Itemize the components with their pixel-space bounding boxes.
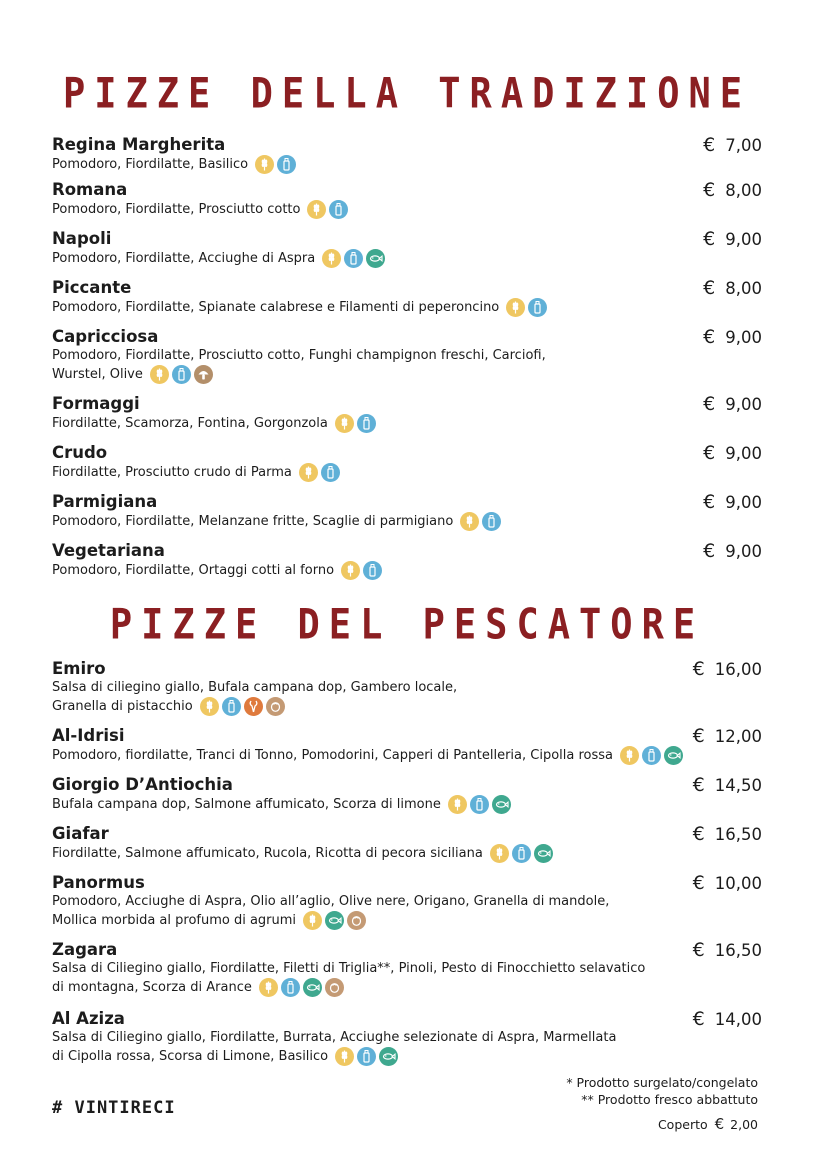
price-value: 9,00 (725, 328, 762, 347)
currency-symbol: € (703, 393, 716, 415)
currency-symbol: € (703, 179, 716, 201)
coperto-price: 2,00 (730, 1117, 758, 1132)
dairy-icon (482, 512, 501, 531)
allergen-icons (487, 844, 553, 863)
dairy-icon (528, 298, 547, 317)
currency-symbol: € (692, 725, 705, 747)
pizza-price (693, 873, 762, 894)
ingredients-text: Pomodoro, Fiordilatte, Spianate calabrese e Filamenti di peperoncino (52, 300, 500, 315)
pizza-ingredients (52, 347, 762, 365)
menu-item (52, 135, 762, 174)
allergen-icons (304, 200, 348, 219)
menu-item (52, 726, 762, 765)
allergen-icons (445, 795, 511, 814)
price-value: 16,00 (714, 660, 762, 679)
price-value: 9,00 (725, 395, 762, 414)
ingredients-text: Salsa di Ciliegino giallo, Fiordilatte, Filetti di Triglia**, Pinoli, Pesto di Finocchietto selavatico (52, 961, 646, 976)
gluten-icon (303, 911, 322, 930)
menu-item (52, 940, 762, 997)
gluten-icon (620, 746, 639, 765)
ingredients-text: Fiordilatte, Scamorza, Fontina, Gorgonzola (52, 416, 328, 431)
pizza-ingredients (52, 561, 762, 580)
pizza-ingredients (52, 978, 762, 997)
pizza-ingredients (52, 795, 762, 814)
ingredients-text: Salsa di Ciliegino giallo, Fiordilatte, Burrata, Acciughe selezionate di Aspra, Marmellata (52, 1030, 617, 1045)
gluten-icon (150, 365, 169, 384)
dairy-icon (470, 795, 489, 814)
dairy-icon (172, 365, 191, 384)
currency-symbol: € (703, 326, 716, 348)
pizza-price (693, 659, 762, 680)
menu-item (52, 443, 762, 482)
menu-item (52, 873, 762, 930)
pizza-name: Piccante (52, 278, 132, 297)
pizza-price (703, 327, 762, 348)
nuts-icon (266, 697, 285, 716)
menu-item (52, 541, 762, 580)
ingredients-text: Wurstel, Olive (52, 367, 143, 382)
pizza-price (703, 492, 762, 513)
menu-item (52, 659, 762, 716)
pizza-ingredients (52, 844, 762, 863)
section-title-pescatore: PIZZE DEL PESCATORE (109, 600, 705, 649)
dairy-icon (329, 200, 348, 219)
allergen-icons (338, 561, 382, 580)
fish-icon (492, 795, 511, 814)
pizza-price (693, 726, 762, 747)
allergen-icons (332, 414, 376, 433)
currency-symbol: € (692, 939, 705, 961)
pizza-price (693, 824, 762, 845)
ingredients-text: Pomodoro, Fiordilatte, Prosciutto cotto (52, 202, 301, 217)
pizza-name: Emiro (52, 659, 106, 678)
pizza-ingredients (52, 463, 762, 482)
pizza-name: Capricciosa (52, 327, 159, 346)
section-title-tradizione: PIZZE DELLA TRADIZIONE (62, 69, 752, 118)
pizza-name: Formaggi (52, 394, 140, 413)
currency-symbol: € (703, 228, 716, 250)
currency-symbol: € (692, 1008, 705, 1030)
coperto-currency: € (714, 1115, 725, 1133)
menu-item (52, 278, 762, 317)
pizza-name: Vegetariana (52, 541, 165, 560)
price-value: 14,00 (714, 1010, 762, 1029)
fish-icon (664, 746, 683, 765)
pizza-name: Parmigiana (52, 492, 158, 511)
gluten-icon (255, 155, 274, 174)
pizza-name: Al-Idrisi (52, 726, 125, 745)
ingredients-text: di montagna, Scorza di Arance (52, 980, 252, 995)
allergen-icons (147, 365, 213, 384)
currency-symbol: € (692, 774, 705, 796)
currency-symbol: € (703, 540, 716, 562)
fish-icon (303, 978, 322, 997)
nuts-icon (347, 911, 366, 930)
allergen-icons (256, 978, 344, 997)
pizza-ingredients (52, 155, 762, 174)
pizza-price (703, 278, 762, 299)
fish-icon (366, 249, 385, 268)
ingredients-text: Pomodoro, Fiordilatte, Basilico (52, 157, 249, 172)
pizza-name: Giorgio D’Antiochia (52, 775, 233, 794)
allergen-icons (617, 746, 683, 765)
pizza-name: Giafar (52, 824, 109, 843)
pizza-ingredients (52, 960, 762, 978)
gluten-icon (307, 200, 326, 219)
pizza-name: Crudo (52, 443, 108, 462)
price-value: 9,00 (725, 230, 762, 249)
gluten-icon (448, 795, 467, 814)
currency-symbol: € (703, 491, 716, 513)
ingredients-text: Fiordilatte, Prosciutto crudo di Parma (52, 465, 292, 480)
gluten-icon (490, 844, 509, 863)
price-value: 16,50 (714, 941, 762, 960)
pizza-price (703, 135, 762, 156)
pizza-ingredients (52, 298, 762, 317)
allergen-icons (319, 249, 385, 268)
pizza-name: Al Aziza (52, 1009, 125, 1028)
ingredients-text: Salsa di ciliegino giallo, Bufala campana dop, Gambero locale, (52, 680, 458, 695)
ingredients-text: Pomodoro, Fiordilatte, Melanzane fritte, Scaglie di parmigiano (52, 514, 454, 529)
ingredients-text: Pomodoro, fiordilatte, Tranci di Tonno, Pomodorini, Capperi di Pantelleria, Cipolla rossa (52, 748, 613, 763)
menu-item (52, 824, 762, 863)
pizza-ingredients (52, 697, 762, 716)
gluten-icon (322, 249, 341, 268)
pizza-price (693, 775, 762, 796)
dairy-icon (344, 249, 363, 268)
pizza-name: Regina Margherita (52, 135, 226, 154)
nuts-icon (325, 978, 344, 997)
menu-item (52, 1009, 762, 1066)
fish-icon (325, 911, 344, 930)
pizza-price (703, 443, 762, 464)
menu-item (52, 180, 762, 219)
pizza-ingredients (52, 249, 762, 268)
allergen-icons (503, 298, 547, 317)
gluten-icon (460, 512, 479, 531)
price-value: 14,50 (714, 776, 762, 795)
dairy-icon (642, 746, 661, 765)
gluten-icon (200, 697, 219, 716)
price-value: 10,00 (714, 874, 762, 893)
menu-item (52, 327, 762, 384)
pizza-ingredients (52, 414, 762, 433)
fish-icon (534, 844, 553, 863)
currency-symbol: € (703, 134, 716, 156)
allergen-icons (457, 512, 501, 531)
ingredients-text: Pomodoro, Fiordilatte, Ortaggi cotti al forno (52, 563, 335, 578)
pizza-ingredients (52, 1029, 762, 1047)
gluten-icon (335, 414, 354, 433)
fish-icon (379, 1047, 398, 1066)
dairy-icon (357, 1047, 376, 1066)
menu-item (52, 492, 762, 531)
dairy-icon (277, 155, 296, 174)
pizza-ingredients (52, 893, 762, 911)
currency-symbol: € (692, 872, 705, 894)
price-value: 9,00 (725, 444, 762, 463)
mushroom-icon (194, 365, 213, 384)
pizza-price (703, 180, 762, 201)
allergen-icons (296, 463, 340, 482)
ingredients-text: di Cipolla rossa, Scorsa di Limone, Basilico (52, 1049, 329, 1064)
dairy-icon (363, 561, 382, 580)
price-value: 8,00 (725, 181, 762, 200)
pizza-ingredients (52, 679, 762, 697)
note-fresh: ** Prodotto fresco abbattuto (581, 1092, 758, 1107)
gluten-icon (299, 463, 318, 482)
price-value: 9,00 (725, 542, 762, 561)
price-value: 7,00 (725, 136, 762, 155)
price-value: 12,00 (714, 727, 762, 746)
menu-item (52, 394, 762, 433)
ingredients-text: Fiordilatte, Salmone affumicato, Rucola, Ricotta di pecora siciliana (52, 846, 483, 861)
ingredients-text: Pomodoro, Acciughe di Aspra, Olio all’aglio, Olive nere, Origano, Granella di mandole, (52, 894, 610, 909)
dairy-icon (222, 697, 241, 716)
price-value: 9,00 (725, 493, 762, 512)
pizza-price (703, 229, 762, 250)
menu-item (52, 775, 762, 814)
dairy-icon (321, 463, 340, 482)
currency-symbol: € (692, 658, 705, 680)
gluten-icon (341, 561, 360, 580)
currency-symbol: € (703, 442, 716, 464)
pizza-ingredients (52, 512, 762, 531)
allergen-icons (197, 697, 285, 716)
ingredients-text: Pomodoro, Fiordilatte, Prosciutto cotto, Funghi champignon freschi, Carciofi, (52, 348, 546, 363)
ingredients-text: Mollica morbida al profumo di agrumi (52, 913, 297, 928)
pizza-price (693, 940, 762, 961)
hashtag: # VINTIRECI (52, 1098, 176, 1118)
shellfish-icon (244, 697, 263, 716)
allergen-icons (300, 911, 366, 930)
gluten-icon (506, 298, 525, 317)
pizza-ingredients (52, 746, 762, 765)
pizza-name: Panormus (52, 873, 145, 892)
dairy-icon (512, 844, 531, 863)
coperto (658, 1115, 758, 1133)
pizza-price (693, 1009, 762, 1030)
gluten-icon (335, 1047, 354, 1066)
price-value: 16,50 (714, 825, 762, 844)
menu-item (52, 229, 762, 268)
allergen-icons (332, 1047, 398, 1066)
pizza-ingredients (52, 911, 762, 930)
ingredients-text: Granella di pistacchio (52, 699, 193, 714)
price-value: 8,00 (725, 279, 762, 298)
pizza-name: Romana (52, 180, 128, 199)
gluten-icon (259, 978, 278, 997)
pizza-ingredients (52, 1047, 762, 1066)
ingredients-text: Pomodoro, Fiordilatte, Acciughe di Aspra (52, 251, 316, 266)
pizza-name: Napoli (52, 229, 112, 248)
pizza-price (703, 541, 762, 562)
currency-symbol: € (703, 277, 716, 299)
currency-symbol: € (692, 823, 705, 845)
pizza-ingredients (52, 200, 762, 219)
ingredients-text: Bufala campana dop, Salmone affumicato, Scorza di limone (52, 797, 441, 812)
coperto-label: Coperto (657, 1117, 708, 1132)
note-frozen: * Prodotto surgelato/congelato (566, 1075, 758, 1090)
allergen-icons (252, 155, 296, 174)
pizza-ingredients (52, 365, 762, 384)
pizza-name: Zagara (52, 940, 118, 959)
pizza-price (703, 394, 762, 415)
dairy-icon (357, 414, 376, 433)
dairy-icon (281, 978, 300, 997)
